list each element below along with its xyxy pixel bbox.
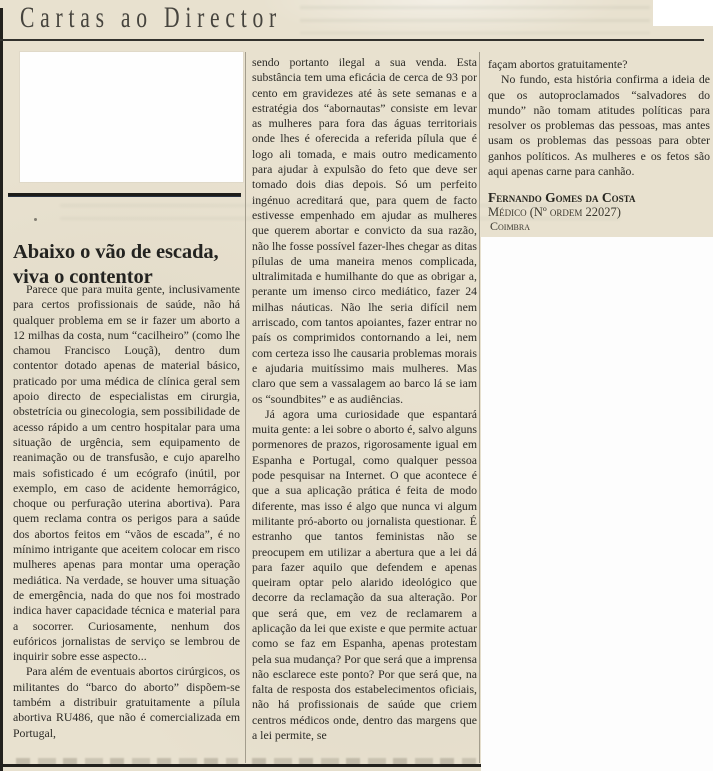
section-title: Cartas ao Director (20, 1, 283, 34)
article-headline: Abaixo o vão de escada, viva o contentor (13, 240, 219, 288)
column-1 (13, 282, 240, 760)
column-divider-2 (479, 52, 480, 763)
column-2 (252, 55, 477, 761)
col2-paragraph-1: sendo portanto ilegal a sua venda. Esta substância tem uma eficácia de cerca de 93 por cento em gravidezes até às sete semanas e a estratégia dos “abornautas” consiste em levar as mulheres para fora das águas territoriais onde lhes é oferecida a referida pílula que é logo ali tomada, e mais outro medicamento para ajudar à expulsão do feto que deve ser tomado dois dias depois. Só um perfeito ingénuo acreditará que, para quem de facto estivesse empenhado em ajudar as mulheres que querem abortar e convicto da sua razão, não lhe fosse possível fazer-lhes chegar as ditas pílulas de uma maneira menos complicada, ultralimitada e humilhante do que as obrigar a, perante um imenso circo mediático, fazer 24 milhas náuticas. Não lhe seria difícil nem arriscado, com tantos apoiantes, fazer entrar no país os comprimidos contornando a lei, nem com certeza isso lhe causaria problemas morais e ajudaria muitíssimo mais mulheres. Mas claro que sem a vassalagem ao barco lá se iam os “soundbites” e as audiências. (252, 55, 477, 406)
headline-rule (8, 193, 241, 197)
col1-paragraph-2: Para além de eventuais abortos cirúrgicos, os militantes do “barco do aborto” dispõem-se também a distribuir gratuitamente a pílula abortiva RU486, que não é comercializada em Portugal, (13, 664, 240, 740)
bottom-rule (0, 764, 481, 767)
author-credentials: Médico (Nº ordem 22027) (488, 205, 621, 219)
author-name: Fernando Gomes da Costa (488, 190, 636, 205)
scan-corner-white (653, 0, 713, 26)
col2-paragraph-2: Já agora uma curiosidade que espantará muita gente: a lei sobre o aborto é, salvo alguns pormenores de prazos, rigorosamente igual em Espanha e Portugal, como qualquer pessoa pode pesquisar na Internet. O que acontece é que a sua aplicação prática é feita de modo diferente, mas isso é algo que nunca vi algum militante pró-aborto ou jornalista questionar. É estranho que tantos feministas não se preocupem em utilizar a abertura que a lei dá para fazer aquilo que defendem e apenas queiram optar pelo alarido ideológico que decorre da reclamação da sua alteração. Por que será que, em vez de reclamarem a aplicação da lei que existe e que permite actuar como se faz em Espanha, apenas protestam pela sua mudança? Por que será que a imprensa não esclarece este ponto? Por que será que, na falta de resposta dos estabelecimentos oficiais, não há profissionais de saúde que criem centros médicos onde, dentro das margens que a lei permite, se (252, 406, 477, 743)
signature-block (488, 190, 710, 233)
col1-paragraph-1: Parece que para muita gente, inclusivamente para certos profissionais de saúde, não há qualquer problema em se ir fazer um aborto a 12 milhas da costa, num “cacilheiro” (como lhe chamou Francisco Louçã), dentro dum contentor dotado apenas de material básico, praticado por uma médica de clínica geral sem apoio directo de especialistas em cirurgia, obstetrícia ou ginecologia, sem possibilidade de acesso rápido a um centro hospitalar para uma situação de urgência, sem equipamento de reanimação ou de transfusão, e cujo aparelho mais sofisticado é um ecógrafo (inútil, por exemplo, em caso de acidente hemorrágico, choque ou perfuração uterina abortiva). Para quem reclama contra os perigos para a saúde dos abortos feitos em “vãos de escada”, é no mínimo intrigante que aceitem colocar em risco mulheres apenas para montar uma operação mediática. Na verdade, se houver uma situação de emergência, nada do que nos foi mostrado indica haver capacidade técnica e material para a socorrer. Curiosamente, nenhum dos eufóricos jornalistas de serviço se lembrou de inquirir sobre esse aspecto... (13, 282, 240, 664)
col3-paragraph-1: façam abortos gratuitamente? (488, 57, 628, 71)
author-city: Coimbra (490, 219, 531, 233)
print-speck (34, 218, 37, 221)
blank-region (481, 237, 713, 771)
masthead-rule (0, 39, 704, 41)
column-divider-1 (245, 52, 246, 763)
photo-placeholder (20, 52, 243, 182)
page-edge-rule (0, 8, 3, 771)
col3-paragraph-2: No fundo, esta história confirma a ideia de que os autoproclamados “salvadores do mundo” não tomam atitudes políticas para resolver os problemas das pessoas, mas antes usam os problemas das pessoas para obter ganhos políticos. As mulheres e os fetos são aqui apenas carne para canhão. (488, 72, 710, 179)
